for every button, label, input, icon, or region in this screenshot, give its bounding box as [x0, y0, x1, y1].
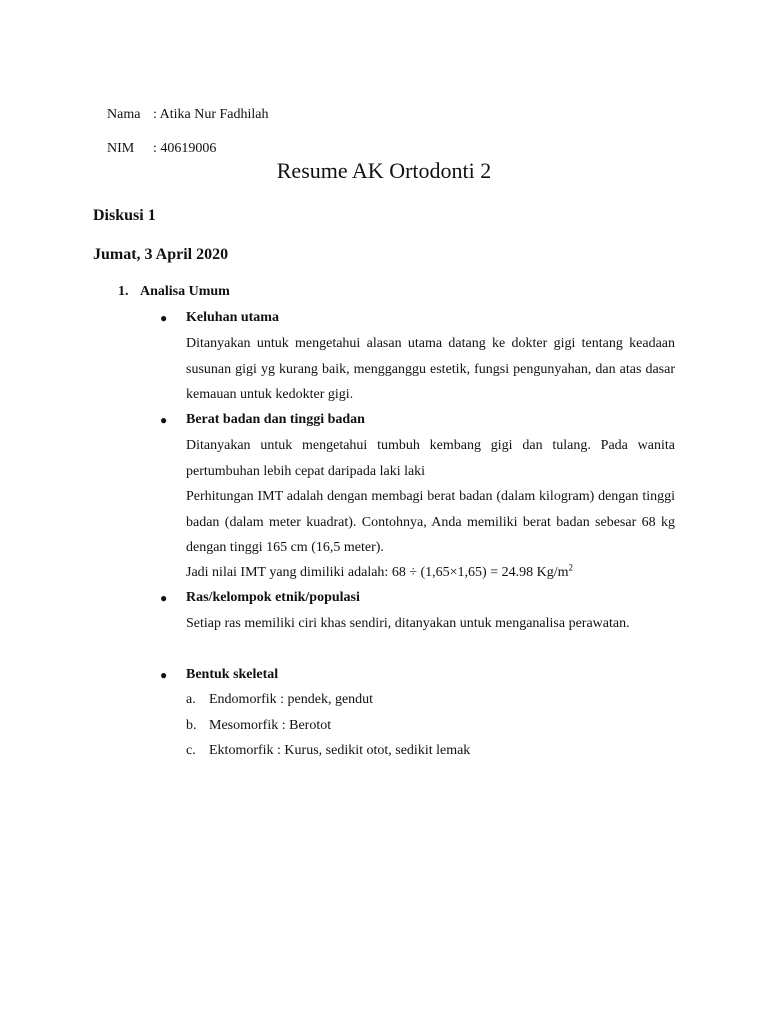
nim-label: NIM: [107, 141, 135, 156]
list-item-text: Mesomorfik : Berotot: [209, 718, 332, 733]
list-item: [186, 690, 373, 710]
nim-value: : 40619006: [153, 141, 217, 156]
bullet-dot-icon: ●: [160, 591, 168, 605]
name-label: Nama: [107, 107, 141, 122]
list-item-text: Endomorfik : pendek, gendut: [209, 692, 374, 707]
imt-result: [186, 560, 675, 586]
bullet-dot-icon: ●: [160, 668, 168, 682]
bullet-text: Ditanyakan untuk mengetahui tumbuh kembang gigi dan tulang. Pada wanita pertumbuhan lebih cepat daripada laki laki: [186, 438, 675, 479]
list-item: [186, 716, 331, 736]
bullet-dot-icon: ●: [160, 311, 168, 325]
list-item-letter: b.: [186, 718, 197, 733]
section-heading: [118, 282, 230, 302]
bullet-title: Bentuk skeletal: [186, 667, 279, 682]
name-value: : Atika Nur Fadhilah: [153, 107, 269, 122]
section-title: Analisa Umum: [140, 284, 230, 299]
document-title: Resume AK Ortodonti 2: [276, 158, 492, 183]
bullet-text: Setiap ras memiliki ciri khas sendiri, ditanyakan untuk menganalisa perawatan.: [186, 616, 630, 631]
imt-result-text: Jadi nilai IMT yang dimiliki adalah: 68 ÷ (1,65×1,65) = 24.98 Kg/m: [186, 565, 569, 580]
bullet-text: Ditanyakan untuk mengetahui alasan utama datang ke dokter gigi tentang keadaan susunan gigi yg kurang baik, mengganggu estetik, fungsi pengunyahan, dan atas dasar kemauan untuk kedokter gigi.: [186, 336, 675, 402]
date-heading: Jumat, 3 April 2020: [93, 246, 229, 263]
bullet-text: Perhitungan IMT adalah dengan membagi berat badan (dalam kilogram) dengan tinggi badan (dalam meter kuadrat). Contohnya, Anda memiliki berat badan sebesar 68 kg dengan tinggi 165 cm (16,5 meter).: [186, 489, 675, 555]
discussion-heading: Diskusi 1: [93, 207, 156, 224]
list-item-letter: c.: [186, 743, 196, 758]
bullet-title: Ras/kelompok etnik/populasi: [186, 590, 360, 605]
bullet-title: Keluhan utama: [186, 310, 279, 325]
bullet-title: Berat badan dan tinggi badan: [186, 412, 365, 427]
list-item-text: Ektomorfik : Kurus, sedikit otot, sedikit lemak: [209, 743, 471, 758]
section-number: 1.: [118, 284, 129, 299]
list-item: [186, 741, 470, 761]
bullet-dot-icon: ●: [160, 413, 168, 427]
imt-result-superscript: 2: [568, 562, 574, 573]
list-item-letter: a.: [186, 692, 196, 707]
